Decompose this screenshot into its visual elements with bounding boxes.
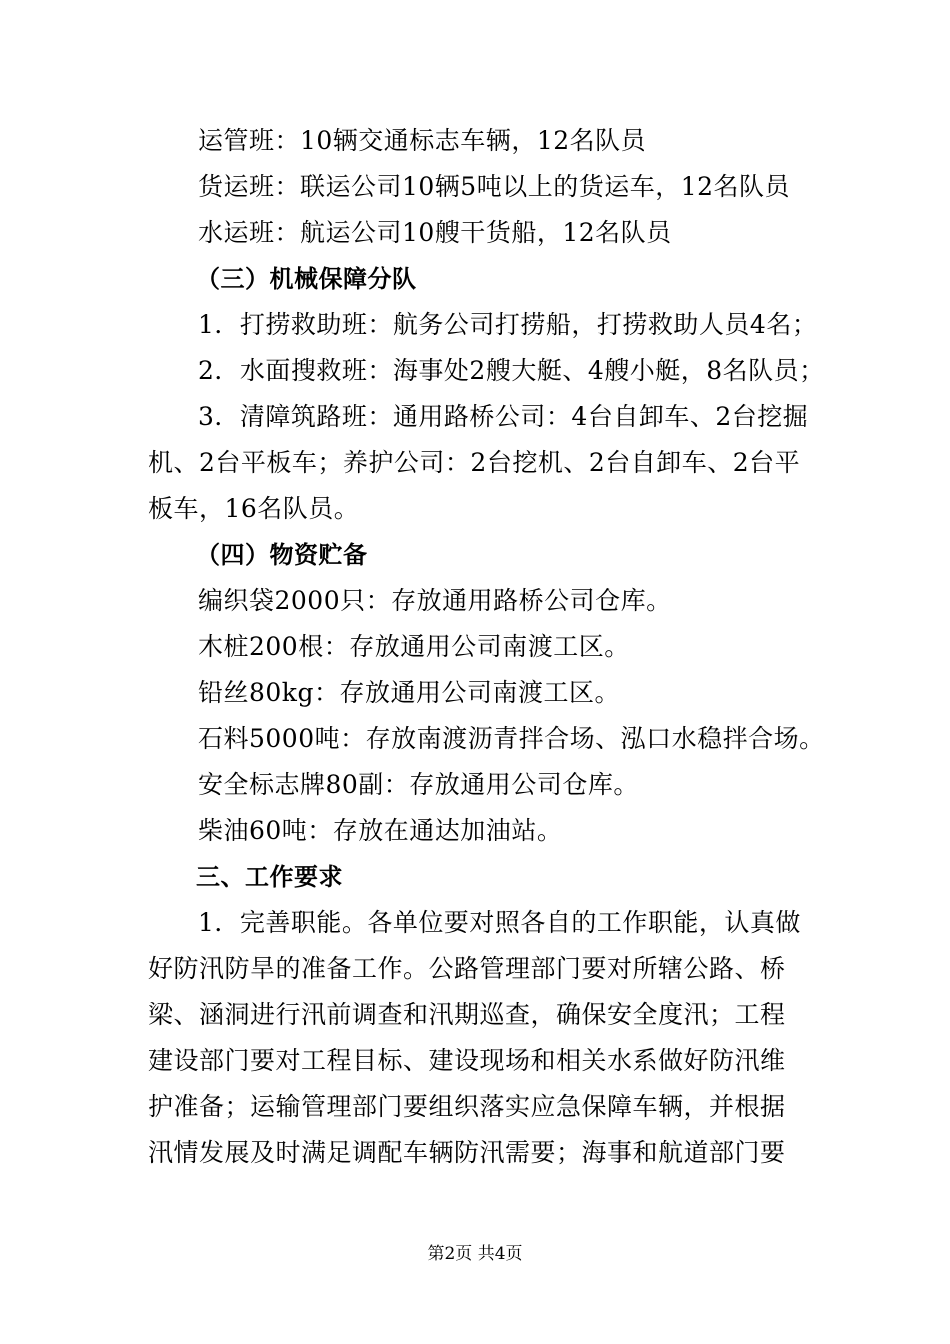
text-line-water-rescue-team: 2．水面搜救班：海事处2艘大艇、4艘小艇，8名队员； (198, 356, 825, 385)
text-line-woven-bags: 编织袋2000只：存放通用路桥公司仓库。 (198, 586, 672, 615)
text-line-requirement-1-cont-5: 汛情发展及时满足调配车辆防汛需要；海事和航道部门要 (148, 1138, 786, 1167)
text-line-road-clearing-team: 3．清障筑路班：通用路桥公司：4台自卸车、2台挖掘 (198, 402, 809, 431)
text-line-road-clearing-cont-2: 板车，16名队员。 (148, 494, 360, 523)
text-line-transport-management-team: 运管班：10辆交通标志车辆，12名队员 (198, 126, 647, 155)
page-number-footer: 第2页 共4页 (427, 1244, 523, 1264)
text-line-requirement-1-cont-3: 建设部门要对工程目标、建设现场和相关水系做好防汛维 (148, 1046, 786, 1075)
text-line-wooden-piles: 木桩200根：存放通用公司南渡工区。 (198, 632, 630, 661)
text-line-safety-signs: 安全标志牌80副：存放通用公司仓库。 (198, 770, 639, 799)
text-line-requirement-1-cont-4: 护准备；运输管理部门要组织落实应急保障车辆，并根据 (148, 1092, 786, 1121)
text-line-salvage-team: 1．打捞救助班：航务公司打捞船，打捞救助人员4名； (198, 310, 818, 339)
section-heading-work-requirements: 三、工作要求 (196, 863, 343, 891)
text-line-water-transport-team: 水运班：航运公司10艘干货船，12名队员 (198, 218, 672, 247)
text-line-diesel: 柴油60吨：存放在通达加油站。 (198, 816, 563, 845)
text-line-requirement-1: 1．完善职能。各单位要对照各自的工作职能，认真做 (198, 908, 801, 937)
section-heading-machinery-support: （三）机械保障分队 (196, 265, 417, 293)
text-line-requirement-1-cont-1: 好防汛防旱的准备工作。公路管理部门要对所辖公路、桥 (148, 954, 786, 983)
text-line-freight-team: 货运班：联运公司10辆5吨以上的货运车，12名队员 (198, 172, 791, 201)
text-line-stone: 石料5000吨：存放南渡沥青拌合场、泓口水稳拌合场。 (198, 724, 825, 753)
section-heading-material-reserve: （四）物资贮备 (196, 541, 368, 569)
text-line-road-clearing-cont-1: 机、2台平板车；养护公司：2台挖机、2台自卸车、2台平 (148, 448, 801, 477)
text-line-lead-wire: 铅丝80kg：存放通用公司南渡工区。 (198, 678, 620, 707)
text-line-requirement-1-cont-2: 梁、涵洞进行汛前调查和汛期巡查，确保安全度汛；工程 (148, 1000, 786, 1029)
